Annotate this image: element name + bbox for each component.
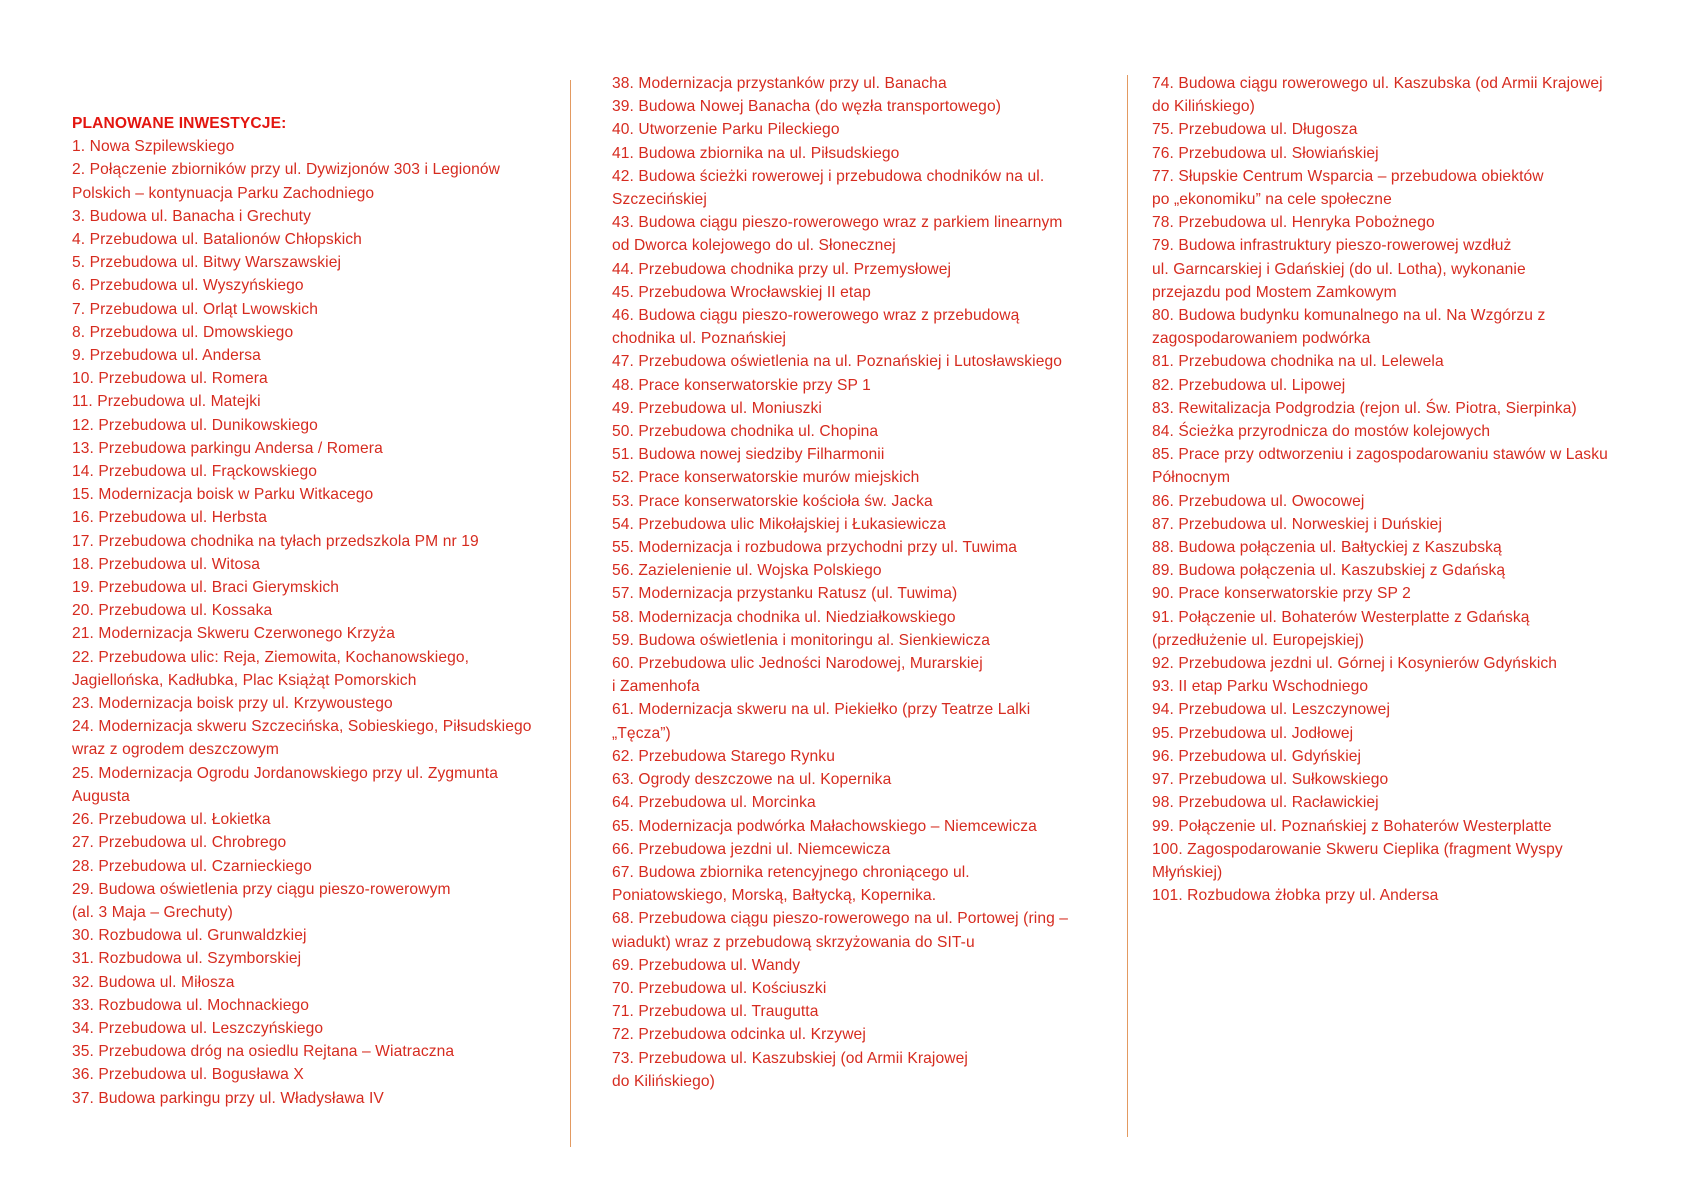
list-item-line: 50. Przebudowa chodnika ul. Chopina: [612, 423, 879, 441]
list-item-line: 26. Przebudowa ul. Łokietka: [72, 811, 271, 829]
list-item-line: zagospodarowaniem podwórka: [1152, 330, 1371, 348]
list-item: [1152, 490, 1632, 513]
list-item: [1152, 443, 1632, 489]
column-divider: [1127, 75, 1128, 1137]
list-item: [1152, 768, 1632, 791]
list-item-line: 5. Przebudowa ul. Bitwy Warszawskiej: [72, 254, 342, 272]
list-item: [1152, 675, 1632, 698]
list-item: [612, 1023, 1092, 1046]
list-item-line: 66. Przebudowa jezdni ul. Niemcewicza: [612, 840, 891, 858]
list-item-line: 33. Rozbudowa ul. Mochnackiego: [72, 996, 310, 1014]
list-item-line: 56. Zazielenienie ul. Wojska Polskiego: [612, 562, 882, 580]
list-item-line: 34. Przebudowa ul. Leszczyńskiego: [72, 1019, 324, 1037]
list-item-line: 7. Przebudowa ul. Orląt Lwowskich: [72, 300, 318, 318]
investment-list-3: [1152, 72, 1632, 907]
list-item-line: 19. Przebudowa ul. Braci Gierymskich: [72, 579, 340, 597]
list-item: [72, 855, 552, 878]
list-item: [1152, 513, 1632, 536]
list-item: [612, 954, 1092, 977]
list-item: [72, 1017, 552, 1040]
investment-list-1: [72, 135, 552, 1110]
list-item: [72, 622, 552, 645]
list-item-line: 31. Rozbudowa ul. Szymborskiej: [72, 950, 302, 968]
list-item: [612, 652, 1092, 698]
list-item-line: 64. Przebudowa ul. Morcinka: [612, 794, 816, 812]
list-item: [72, 205, 552, 228]
list-item: [72, 1087, 552, 1110]
list-item-line: 46. Budowa ciągu pieszo-rowerowego wraz z przebudową: [612, 307, 1020, 325]
list-item: [612, 513, 1092, 536]
list-item: [1152, 118, 1632, 141]
list-item-line: 61. Modernizacja skweru na ul. Piekiełko (przy Teatrze Lalki: [612, 701, 1031, 719]
list-item: [612, 374, 1092, 397]
list-item: [72, 924, 552, 947]
list-item-line: 47. Przebudowa oświetlenia na ul. Poznańskiej i Lutosławskiego: [612, 353, 1063, 371]
list-item-line: 48. Prace konserwatorskie przy SP 1: [612, 376, 871, 394]
list-item-line: Polskich – kontynuacja Parku Zachodniego: [72, 184, 375, 202]
list-item-line: 96. Przebudowa ul. Gdyńskiej: [1152, 747, 1362, 765]
list-item-line: 72. Przebudowa odcinka ul. Krzywej: [612, 1026, 866, 1044]
list-item: [612, 745, 1092, 768]
list-item-line: 24. Modernizacja skweru Szczecińska, Sobieskiego, Piłsudskiego: [72, 718, 532, 736]
column-3: [1152, 72, 1632, 907]
list-item-line: 76. Przebudowa ul. Słowiańskiej: [1152, 144, 1379, 162]
list-item-line: 74. Budowa ciągu rowerowego ul. Kaszubska (od Armii Krajowej: [1152, 75, 1603, 92]
list-item-line: 10. Przebudowa ul. Romera: [72, 370, 268, 388]
list-item: [612, 211, 1092, 257]
list-item: [72, 947, 552, 970]
list-item-line: Północnym: [1152, 469, 1231, 487]
list-item-line: 83. Rewitalizacja Podgrodzia (rejon ul. Św. Piotra, Sierpinka): [1152, 399, 1577, 417]
list-item-line: 40. Utworzenie Parku Pileckiego: [612, 121, 840, 139]
list-item-line: „Tęcza”): [612, 724, 671, 742]
list-item-line: 17. Przebudowa chodnika na tyłach przedszkola PM nr 19: [72, 532, 479, 550]
list-item-line: chodnika ul. Poznańskiej: [612, 330, 787, 348]
list-item: [612, 582, 1092, 605]
list-item: [72, 228, 552, 251]
list-item: [72, 483, 552, 506]
list-item: [72, 1063, 552, 1086]
list-item-line: 88. Budowa połączenia ul. Bałtyckiej z Kaszubską: [1152, 539, 1502, 557]
list-item-line: 100. Zagospodarowanie Skweru Cieplika (fragment Wyspy: [1152, 840, 1563, 858]
list-item-line: 63. Ogrody deszczowe na ul. Kopernika: [612, 771, 892, 789]
list-item-line: 93. II etap Parku Wschodniego: [1152, 678, 1369, 696]
list-item: [1152, 374, 1632, 397]
list-item: [72, 646, 552, 692]
list-item: [612, 304, 1092, 350]
list-item-line: 30. Rozbudowa ul. Grunwaldzkiej: [72, 927, 307, 945]
list-item: [72, 390, 552, 413]
list-item: [72, 576, 552, 599]
list-item-line: 86. Przebudowa ul. Owocowej: [1152, 492, 1365, 510]
list-item-line: 59. Budowa oświetlenia i monitoringu al. Sienkiewicza: [612, 631, 991, 649]
list-item-line: 92. Przebudowa jezdni ul. Górnej i Kosynierów Gdyńskich: [1152, 655, 1558, 673]
list-item-line: 70. Przebudowa ul. Kościuszki: [612, 979, 827, 997]
list-item-line: 39. Budowa Nowej Banacha (do węzła transportowego): [612, 98, 1002, 116]
list-item: [1152, 72, 1632, 118]
list-item-line: ul. Garncarskiej i Gdańskiej (do ul. Lotha), wykonanie: [1152, 260, 1526, 278]
list-item-line: 67. Budowa zbiornika retencyjnego chroniącego ul.: [612, 863, 970, 881]
list-item: [1152, 884, 1632, 907]
list-item-line: 25. Modernizacja Ogrodu Jordanowskiego przy ul. Zygmunta: [72, 764, 498, 782]
list-item-line: 55. Modernizacja i rozbudowa przychodni przy ul. Tuwima: [612, 539, 1018, 557]
list-item-line: 35. Przebudowa dróg na osiedlu Rejtana – Wiatraczna: [72, 1043, 455, 1061]
list-item-line: 38. Modernizacja przystanków przy ul. Banacha: [612, 75, 947, 92]
list-item-line: 77. Słupskie Centrum Wsparcia – przebudowa obiektów: [1152, 167, 1544, 185]
list-item-line: 3. Budowa ul. Banacha i Grechuty: [72, 207, 311, 225]
list-item: [1152, 350, 1632, 373]
list-item-line: 27. Przebudowa ul. Chrobrego: [72, 834, 287, 852]
list-item-line: wiadukt) wraz z przebudową skrzyżowania do SIT-u: [612, 933, 975, 951]
list-item-line: wraz z ogrodem deszczowym: [72, 741, 280, 759]
list-item: [1152, 142, 1632, 165]
list-item: [72, 715, 552, 761]
list-item-line: 58. Modernizacja chodnika ul. Niedziałkowskiego: [612, 608, 956, 626]
list-item: [72, 274, 552, 297]
list-item: [612, 72, 1092, 95]
list-item: [612, 95, 1092, 118]
list-item-line: 44. Przebudowa chodnika przy ul. Przemysłowej: [612, 260, 952, 278]
list-item-line: 85. Prace przy odtworzeniu i zagospodarowaniu stawów w Lasku: [1152, 446, 1608, 464]
list-item-line: 28. Przebudowa ul. Czarnieckiego: [72, 857, 312, 875]
list-item-line: 51. Budowa nowej siedziby Filharmonii: [612, 446, 885, 464]
list-item-line: 87. Przebudowa ul. Norweskiej i Duńskiej: [1152, 515, 1443, 533]
list-item-line: 68. Przebudowa ciągu pieszo-rowerowego na ul. Portowej (ring –: [612, 910, 1069, 928]
list-item-line: 4. Przebudowa ul. Batalionów Chłopskich: [72, 231, 362, 249]
list-item-line: 82. Przebudowa ul. Lipowej: [1152, 376, 1346, 394]
list-item: [612, 791, 1092, 814]
list-item-line: 37. Budowa parkingu przy ul. Władysława IV: [72, 1089, 384, 1107]
list-item-line: 60. Przebudowa ulic Jedności Narodowej, Murarskiej: [612, 655, 983, 673]
list-item: [612, 698, 1092, 744]
list-item: [1152, 838, 1632, 884]
list-item-line: 80. Budowa budynku komunalnego na ul. Na Wzgórzu z: [1152, 307, 1546, 325]
list-item-line: 65. Modernizacja podwórka Małachowskiego – Niemcewicza: [612, 817, 1037, 835]
list-item-line: 53. Prace konserwatorskie kościoła św. Jacka: [612, 492, 933, 510]
list-item: [612, 118, 1092, 141]
list-item-line: 45. Przebudowa Wrocławskiej II etap: [612, 283, 871, 301]
list-item-line: 89. Budowa połączenia ul. Kaszubskiej z Gdańską: [1152, 562, 1506, 580]
list-item-line: 41. Budowa zbiornika na ul. Piłsudskiego: [612, 144, 900, 162]
list-item-line: 57. Modernizacja przystanku Ratusz (ul. Tuwima): [612, 585, 958, 603]
list-item-line: 81. Przebudowa chodnika na ul. Lelewela: [1152, 353, 1444, 371]
list-item-line: 12. Przebudowa ul. Dunikowskiego: [72, 416, 318, 434]
list-item-line: 16. Przebudowa ul. Herbsta: [72, 509, 268, 527]
list-item-line: 8. Przebudowa ul. Dmowskiego: [72, 323, 294, 341]
list-item-line: 11. Przebudowa ul. Matejki: [72, 393, 261, 411]
list-item: [612, 420, 1092, 443]
list-item: [72, 971, 552, 994]
list-item: [72, 367, 552, 390]
list-item: [612, 397, 1092, 420]
list-item: [72, 414, 552, 437]
list-item: [612, 768, 1092, 791]
list-item: [1152, 606, 1632, 652]
list-item-line: 43. Budowa ciągu pieszo-rowerowego wraz z parkiem linearnym: [612, 214, 1063, 232]
list-item-line: 21. Modernizacja Skweru Czerwonego Krzyża: [72, 625, 396, 643]
list-item-line: 79. Budowa infrastruktury pieszo-rowerowej wzdłuż: [1152, 237, 1512, 255]
list-item-line: po „ekonomiku” na cele społeczne: [1152, 191, 1392, 209]
list-item: [1152, 815, 1632, 838]
list-item-line: 49. Przebudowa ul. Moniuszki: [612, 399, 822, 417]
list-item: [72, 321, 552, 344]
list-item-line: 1. Nowa Szpilewskiego: [72, 138, 235, 156]
list-item: [72, 506, 552, 529]
list-item: [612, 559, 1092, 582]
list-item: [1152, 652, 1632, 675]
list-item: [612, 536, 1092, 559]
list-item-line: 6. Przebudowa ul. Wyszyńskiego: [72, 277, 304, 295]
list-item: [1152, 234, 1632, 304]
list-item: [1152, 582, 1632, 605]
list-item: [612, 907, 1092, 953]
list-item-line: Poniatowskiego, Morską, Bałtycką, Kopernika.: [612, 887, 937, 905]
list-item-line: (przedłużenie ul. Europejskiej): [1152, 631, 1364, 649]
list-item-line: 29. Budowa oświetlenia przy ciągu pieszo-rowerowym: [72, 880, 451, 898]
list-item-line: 62. Przebudowa Starego Rynku: [612, 747, 835, 765]
list-item-line: 18. Przebudowa ul. Witosa: [72, 555, 260, 573]
list-item-line: 69. Przebudowa ul. Wandy: [612, 956, 801, 974]
list-item-line: do Kilińskiego): [1152, 98, 1255, 116]
list-item-line: 99. Połączenie ul. Poznańskiej z Bohaterów Westerplatte: [1152, 817, 1552, 835]
list-item-line: 2. Połączenie zbiorników przy ul. Dywizjonów 303 i Legionów: [72, 161, 501, 179]
list-item-line: przejazdu pod Mostem Zamkowym: [1152, 283, 1397, 301]
list-item-line: 9. Przebudowa ul. Andersa: [72, 347, 261, 365]
column-2: [612, 72, 1092, 1093]
list-item: [612, 443, 1092, 466]
list-item: [72, 994, 552, 1017]
list-item: [72, 762, 552, 808]
list-item: [72, 460, 552, 483]
list-item-line: Augusta: [72, 787, 130, 805]
list-item-line: 84. Ścieżka przyrodnicza do mostów kolejowych: [1152, 423, 1491, 441]
list-item-line: 71. Przebudowa ul. Traugutta: [612, 1003, 819, 1021]
list-item: [72, 251, 552, 274]
list-item: [72, 158, 552, 204]
list-item-line: 98. Przebudowa ul. Racławickiej: [1152, 794, 1379, 812]
list-item: [1152, 745, 1632, 768]
list-item: [612, 165, 1092, 211]
list-item-line: Szczecińskiej: [612, 191, 707, 209]
list-item-line: 15. Modernizacja boisk w Parku Witkacego: [72, 486, 374, 504]
list-item-line: 42. Budowa ścieżki rowerowej i przebudowa chodników na ul.: [612, 167, 1045, 185]
page-heading: PLANOWANE INWESTYCJE:: [72, 115, 287, 132]
list-item-line: 54. Przebudowa ulic Mikołajskiej i Łukasiewicza: [612, 515, 947, 533]
list-item-line: 73. Przebudowa ul. Kaszubskiej (od Armii Krajowej: [612, 1049, 968, 1067]
list-item: [72, 878, 552, 924]
list-item: [612, 142, 1092, 165]
list-item: [1152, 698, 1632, 721]
list-item: [612, 838, 1092, 861]
list-item-line: Młyńskiej): [1152, 863, 1223, 881]
list-item-line: 14. Przebudowa ul. Frąckowskiego: [72, 463, 318, 481]
list-item-line: 52. Prace konserwatorskie murów miejskich: [612, 469, 920, 487]
list-item: [1152, 397, 1632, 420]
list-item: [612, 490, 1092, 513]
list-item-line: od Dworca kolejowego do ul. Słonecznej: [612, 237, 896, 255]
list-item-line: do Kilińskiego): [612, 1072, 715, 1090]
list-item-line: 23. Modernizacja boisk przy ul. Krzywoustego: [72, 695, 393, 713]
list-item-line: 36. Przebudowa ul. Bogusława X: [72, 1066, 304, 1084]
column-divider: [570, 80, 571, 1147]
list-item-line: 32. Budowa ul. Miłosza: [72, 973, 235, 991]
list-item: [612, 258, 1092, 281]
list-item-line: (al. 3 Maja – Grechuty): [72, 903, 233, 921]
list-item: [612, 861, 1092, 907]
list-item: [72, 553, 552, 576]
list-item: [72, 599, 552, 622]
list-item-line: 94. Przebudowa ul. Leszczynowej: [1152, 701, 1391, 719]
list-item: [1152, 165, 1632, 211]
list-item-line: 90. Prace konserwatorskie przy SP 2: [1152, 585, 1411, 603]
list-item: [612, 466, 1092, 489]
list-item-line: 91. Połączenie ul. Bohaterów Westerplatte z Gdańską: [1152, 608, 1530, 626]
list-item: [72, 831, 552, 854]
investment-list-2: [612, 72, 1092, 1093]
list-item: [612, 1047, 1092, 1093]
list-item: [1152, 211, 1632, 234]
list-item-line: 13. Przebudowa parkingu Andersa / Romera: [72, 439, 383, 457]
list-item: [612, 815, 1092, 838]
list-item: [612, 1000, 1092, 1023]
list-item: [72, 437, 552, 460]
list-item: [72, 344, 552, 367]
list-item-line: 75. Przebudowa ul. Długosza: [1152, 121, 1358, 139]
list-item: [72, 530, 552, 553]
list-item-line: 22. Przebudowa ulic: Reja, Ziemowita, Kochanowskiego,: [72, 648, 470, 666]
list-item: [612, 281, 1092, 304]
list-item: [1152, 559, 1632, 582]
list-item-line: Jagiellońska, Kadłubka, Plac Książąt Pomorskich: [72, 671, 417, 689]
column-1: [72, 112, 552, 1110]
list-item: [72, 1040, 552, 1063]
list-item: [612, 606, 1092, 629]
list-item-line: i Zamenhofa: [612, 678, 700, 696]
list-item-line: 20. Przebudowa ul. Kossaka: [72, 602, 273, 620]
list-item: [612, 629, 1092, 652]
list-item-line: 95. Przebudowa ul. Jodłowej: [1152, 724, 1354, 742]
list-item: [612, 350, 1092, 373]
list-item-line: 78. Przebudowa ul. Henryka Pobożnego: [1152, 214, 1435, 232]
list-item: [72, 298, 552, 321]
list-item-line: 101. Rozbudowa żłobka przy ul. Andersa: [1152, 887, 1439, 905]
list-item: [1152, 420, 1632, 443]
list-item-line: 97. Przebudowa ul. Sułkowskiego: [1152, 771, 1389, 789]
list-item: [612, 977, 1092, 1000]
list-item: [1152, 304, 1632, 350]
list-item: [72, 808, 552, 831]
list-item: [72, 692, 552, 715]
list-item: [72, 135, 552, 158]
list-item: [1152, 791, 1632, 814]
list-item: [1152, 722, 1632, 745]
list-item: [1152, 536, 1632, 559]
